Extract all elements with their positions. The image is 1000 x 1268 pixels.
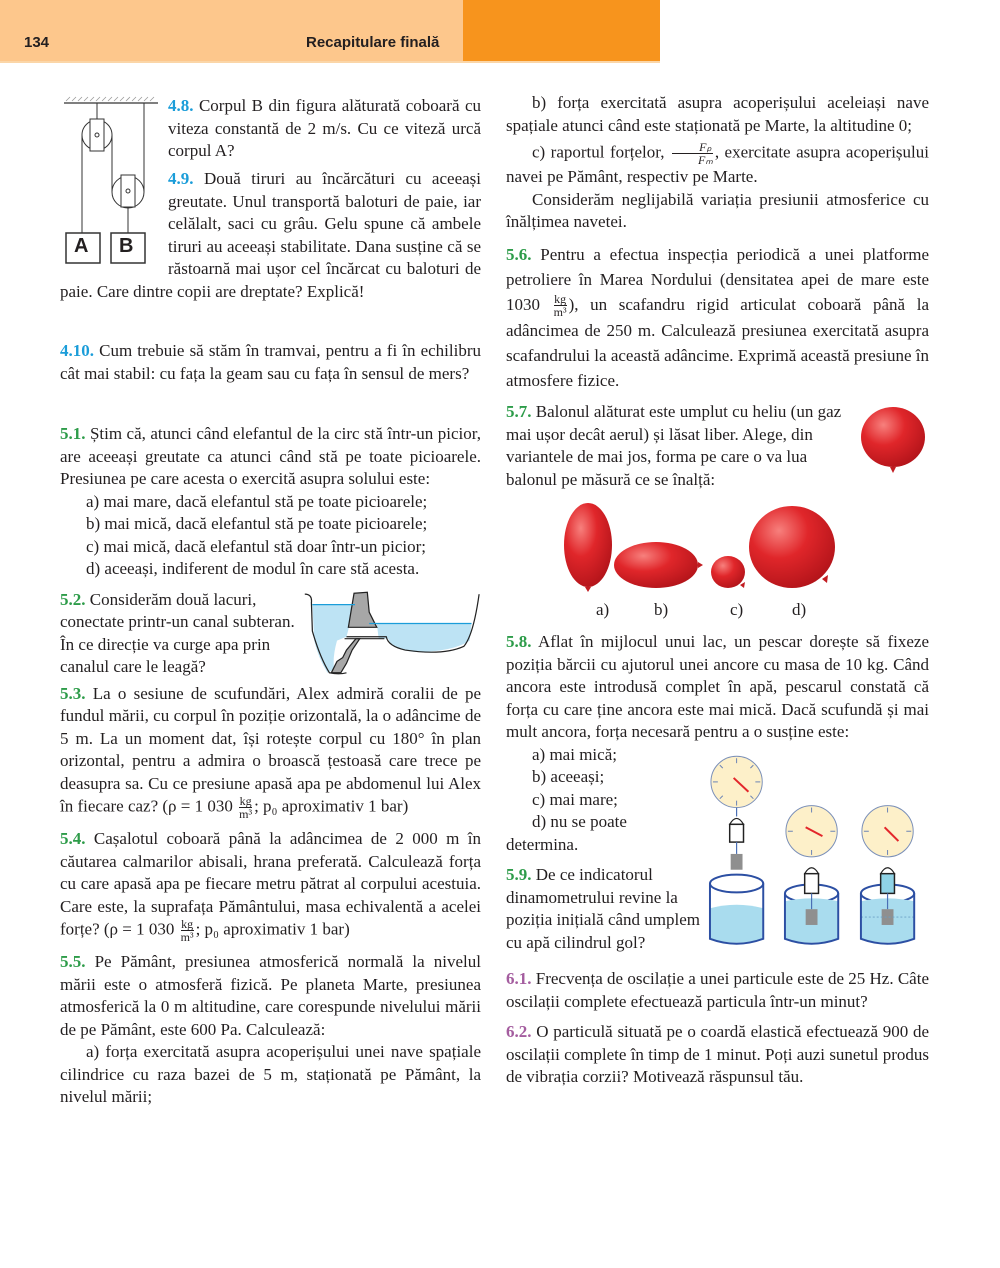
exercise-number: 4.8. — [168, 96, 194, 115]
exercise-text: Pe Pământ, presiunea atmosferică normală la nivelul mării este o atmosferă fizică. Pe planeta Marte, presiunea atmosferică la 0 m altitudine, care corespunde nivelului mării de pe Pământ, este 600 Pa. Calculează: — [60, 952, 481, 1039]
exercise-5-5 — [60, 951, 481, 1109]
exercise-number: 5.7. — [506, 402, 532, 422]
exercise-number: 5.2. — [60, 589, 86, 609]
exercise-number: 5.6. — [506, 244, 532, 264]
dynamometer-2 — [785, 805, 838, 943]
balloon-option-d — [749, 506, 835, 588]
balloon-labels — [506, 599, 929, 623]
exercise-5-4 — [60, 828, 481, 943]
part-b: b) forța exercitată asupra acoperișului aceleiași nave spațiale atunci când este staționată pe Marte, la altitudine 0; — [506, 93, 929, 135]
page-number: 134 — [24, 34, 50, 51]
exercise-text: Balonul alăturat este umplut cu heliu (un gaz mai ușor decât aerul) și lăsat liber. Alege, din variantele de mai jos, forma pe care o va lua balonul pe măsură ce se înalță: — [506, 402, 842, 489]
exercise-5-6 — [506, 242, 929, 394]
exercise-5-7 — [506, 401, 929, 623]
option-a: a) mai mare, dacă elefantul stă pe toate picioarele; — [86, 491, 428, 511]
header-band — [0, 0, 463, 61]
exercise-text: Cum trebuie să stăm în tramvai, pentru a fi în echilibru cât mai stabil: cu fața la geam sau cu fața în sensul de mers? — [60, 341, 482, 383]
unit-numerator: kg — [181, 917, 194, 931]
unit-denominator: m³ — [553, 305, 567, 320]
part-a: a) forța exercitată asupra acoperișului unei nave spațiale cilindrice cu raza bazei de 5 m, staționată pe Pământ, la nivelul mării; — [60, 1042, 481, 1106]
ratio-denominator: Fₘ — [672, 153, 713, 166]
header-accent — [463, 0, 660, 61]
unit-numerator: kg — [554, 292, 567, 307]
exercise-text: Pentru a efectua inspecția periodică a unei platforme petroliere în Marea Nordului (densitatea apei de mare este 1030 — [506, 244, 930, 314]
exercise-6-2 — [506, 1021, 929, 1089]
exercise-number: 4.10. — [60, 341, 94, 360]
exercise-number: 5.1. — [60, 424, 86, 443]
running-title: Recapitulare finală — [306, 34, 440, 51]
dynamometer-figure — [707, 744, 929, 954]
force-ratio — [672, 141, 713, 166]
left-column-flow — [60, 340, 481, 1109]
note: Considerăm neglijabilă variația presiunii atmosferice cu înălțimea navetei. — [506, 189, 929, 231]
balloon-option-c — [711, 556, 745, 588]
balloon-label-d: d) — [792, 600, 807, 620]
option-a: a) mai mică; — [532, 744, 617, 764]
given-values: (ρ = 1 030 — [162, 796, 233, 816]
ratio-numerator: Fₚ — [699, 140, 712, 154]
exercise-4-8 — [168, 95, 481, 163]
option-b: b) mai mică, dacă elefantul stă pe toate picioarele; — [86, 514, 428, 533]
exercise-text: Considerăm două lacuri, conectate printr-un canal subteran. În ce direcție va curge apa prin canalul care le leagă? — [60, 589, 295, 676]
part-c-text: c) raportul forțelor, — [532, 142, 665, 162]
given-values: (ρ = 1 030 — [103, 919, 175, 939]
exercise-number: 5.9. — [506, 865, 532, 885]
balloon-label-b: b) — [654, 600, 669, 620]
exercise-text: Știm că, atunci când elefantul de la circ stă într-un picior, are aceeași greutate ca atunci când stă pe toate picioarele. Presiunea pe care acesta o exercită asupra solului este: — [60, 424, 481, 488]
exercise-text: Corpul B din figura alăturată coboară cu viteza constantă de 2 m/s. Cu ce viteză urcă corpul A? — [168, 96, 481, 160]
exercise-text-tail: ), un scafandru rigid articulat coboară până la adâncimea de 250 m. Calculează presiunea exercitată asupra scafandrului la această adâncime. Exprimă această presiune în atmosfere fizice. — [506, 294, 929, 391]
exercise-text: O particulă situată pe o coardă elastică efectuează 900 de oscilații complete în timp de 1 minut. Poți auzi sunetul produs de vibrația corzii? Motivează răspunsul tău. — [506, 1022, 929, 1087]
exercise-number: 4.9. — [168, 169, 194, 188]
exercise-5-3 — [60, 683, 481, 821]
unit-denominator: m³ — [239, 807, 253, 821]
exercise-number: 6.1. — [506, 969, 532, 989]
unit-fraction — [181, 918, 194, 943]
balloon-label-c: c) — [730, 600, 744, 620]
unit-fraction — [239, 795, 252, 820]
exercise-text: Două tiruri au încărcături cu aceeași greutate. Unul transportă baloturi de paie, iar celălalt, saci cu grâu. Gelu spune că ambele tiruri au aceeași stabilitate. Dana susține că se răstoarnă mai ușor cel încărcat cu baloturi de paie. Care dintre copii are dreptate? Explică! — [60, 169, 481, 301]
exercise-text: De ce indicatorul dinamometrului revine la poziția inițială când umplem cu apă cilindrul gol? — [506, 865, 701, 952]
option-c: c) mai mică, dacă elefantul stă doar într-un picior; — [86, 536, 426, 556]
reference-balloon — [857, 401, 929, 477]
exercise-text: Cașalotul coboară până la adâncimea de 2 000 m în căutarea calmarilor abisali, hrana preferată. Calculează forța cu care apasă apa pe fiecare metru pătrat al corpului acestuia. Care este, la suprafața Pământului, masa echivalentă a acelei forțe? — [60, 829, 482, 939]
dynamometer-3 — [861, 805, 914, 943]
given-values-tail: ; p₀ aproximativ 1 bar) — [195, 919, 350, 939]
exercise-4-10 — [60, 340, 481, 385]
balloon-option-b — [614, 542, 703, 588]
exercise-4-9 — [60, 168, 481, 303]
given-values-tail: ; p₀ aproximativ 1 bar) — [254, 796, 409, 816]
exercise-number: 5.5. — [60, 952, 86, 971]
exercise-5-5-continued — [506, 92, 929, 234]
block-b-label: B — [119, 235, 134, 257]
dynamometer-1 — [710, 756, 763, 943]
option-b: b) aceeași; — [532, 767, 605, 787]
unit-numerator: kg — [239, 794, 252, 808]
block-a-label: A — [74, 235, 89, 257]
exercise-text: Aflat în mijlocul unui lac, un pescar dorește să fixeze poziția bărcii cu ajutorul unei ancore cu masa de 10 kg. Când ancora este introdusă complet în apă, pescarul constată că forța cu care ține ancora este mai mică. Dacă scufundă și mai mult ancora, forța necesară pentru a o susține este: — [506, 632, 929, 742]
right-column-flow — [506, 92, 929, 1089]
exercise-6-1 — [506, 968, 929, 1013]
unit-denominator: m³ — [180, 930, 194, 944]
exercise-text: Frecvența de oscilație a unei particule este de 25 Hz. Câte oscilații complete efectuează particula într-un minut? — [506, 969, 929, 1011]
exercise-number: 5.3. — [60, 683, 86, 703]
balloons-figure — [560, 495, 850, 595]
unit-fraction — [554, 293, 567, 318]
option-d: d) aceeași, indiferent de modul în care stă acesta. — [86, 559, 420, 578]
option-c: c) mai mare; — [532, 789, 618, 809]
exercise-5-2 — [60, 589, 481, 679]
option-d-tail: determina. — [506, 834, 579, 854]
part-c-tail: , exercitate asupra acoperișului navei pe Pământ, respectiv pe Marte. — [506, 142, 929, 186]
lakes-figure — [301, 589, 481, 677]
header-rule — [0, 61, 660, 63]
balloon-label-a: a) — [596, 600, 610, 620]
exercise-5-8 — [506, 631, 929, 954]
exercise-5-1 — [60, 423, 481, 581]
exercise-number: 5.4. — [60, 829, 86, 848]
part-c — [506, 141, 929, 189]
exercise-number: 6.2. — [506, 1022, 532, 1042]
exercise-text: La o sesiune de scufundări, Alex admiră coralii de pe fundul mării, cu corpul în poziție orizontală, la o adâncime de 5 m. La un moment dat, își rotește corpul cu 180° în plan orizontal, pentru a admira o broască țestoasă care trece pe deasupra sa. Cu ce presiune apasă apa pe abdomenul lui Alex în fiecare caz? — [60, 683, 481, 816]
exercise-number: 5.8. — [506, 632, 532, 652]
option-d: d) nu se poate — [532, 812, 627, 832]
balloon-option-a — [564, 503, 612, 592]
